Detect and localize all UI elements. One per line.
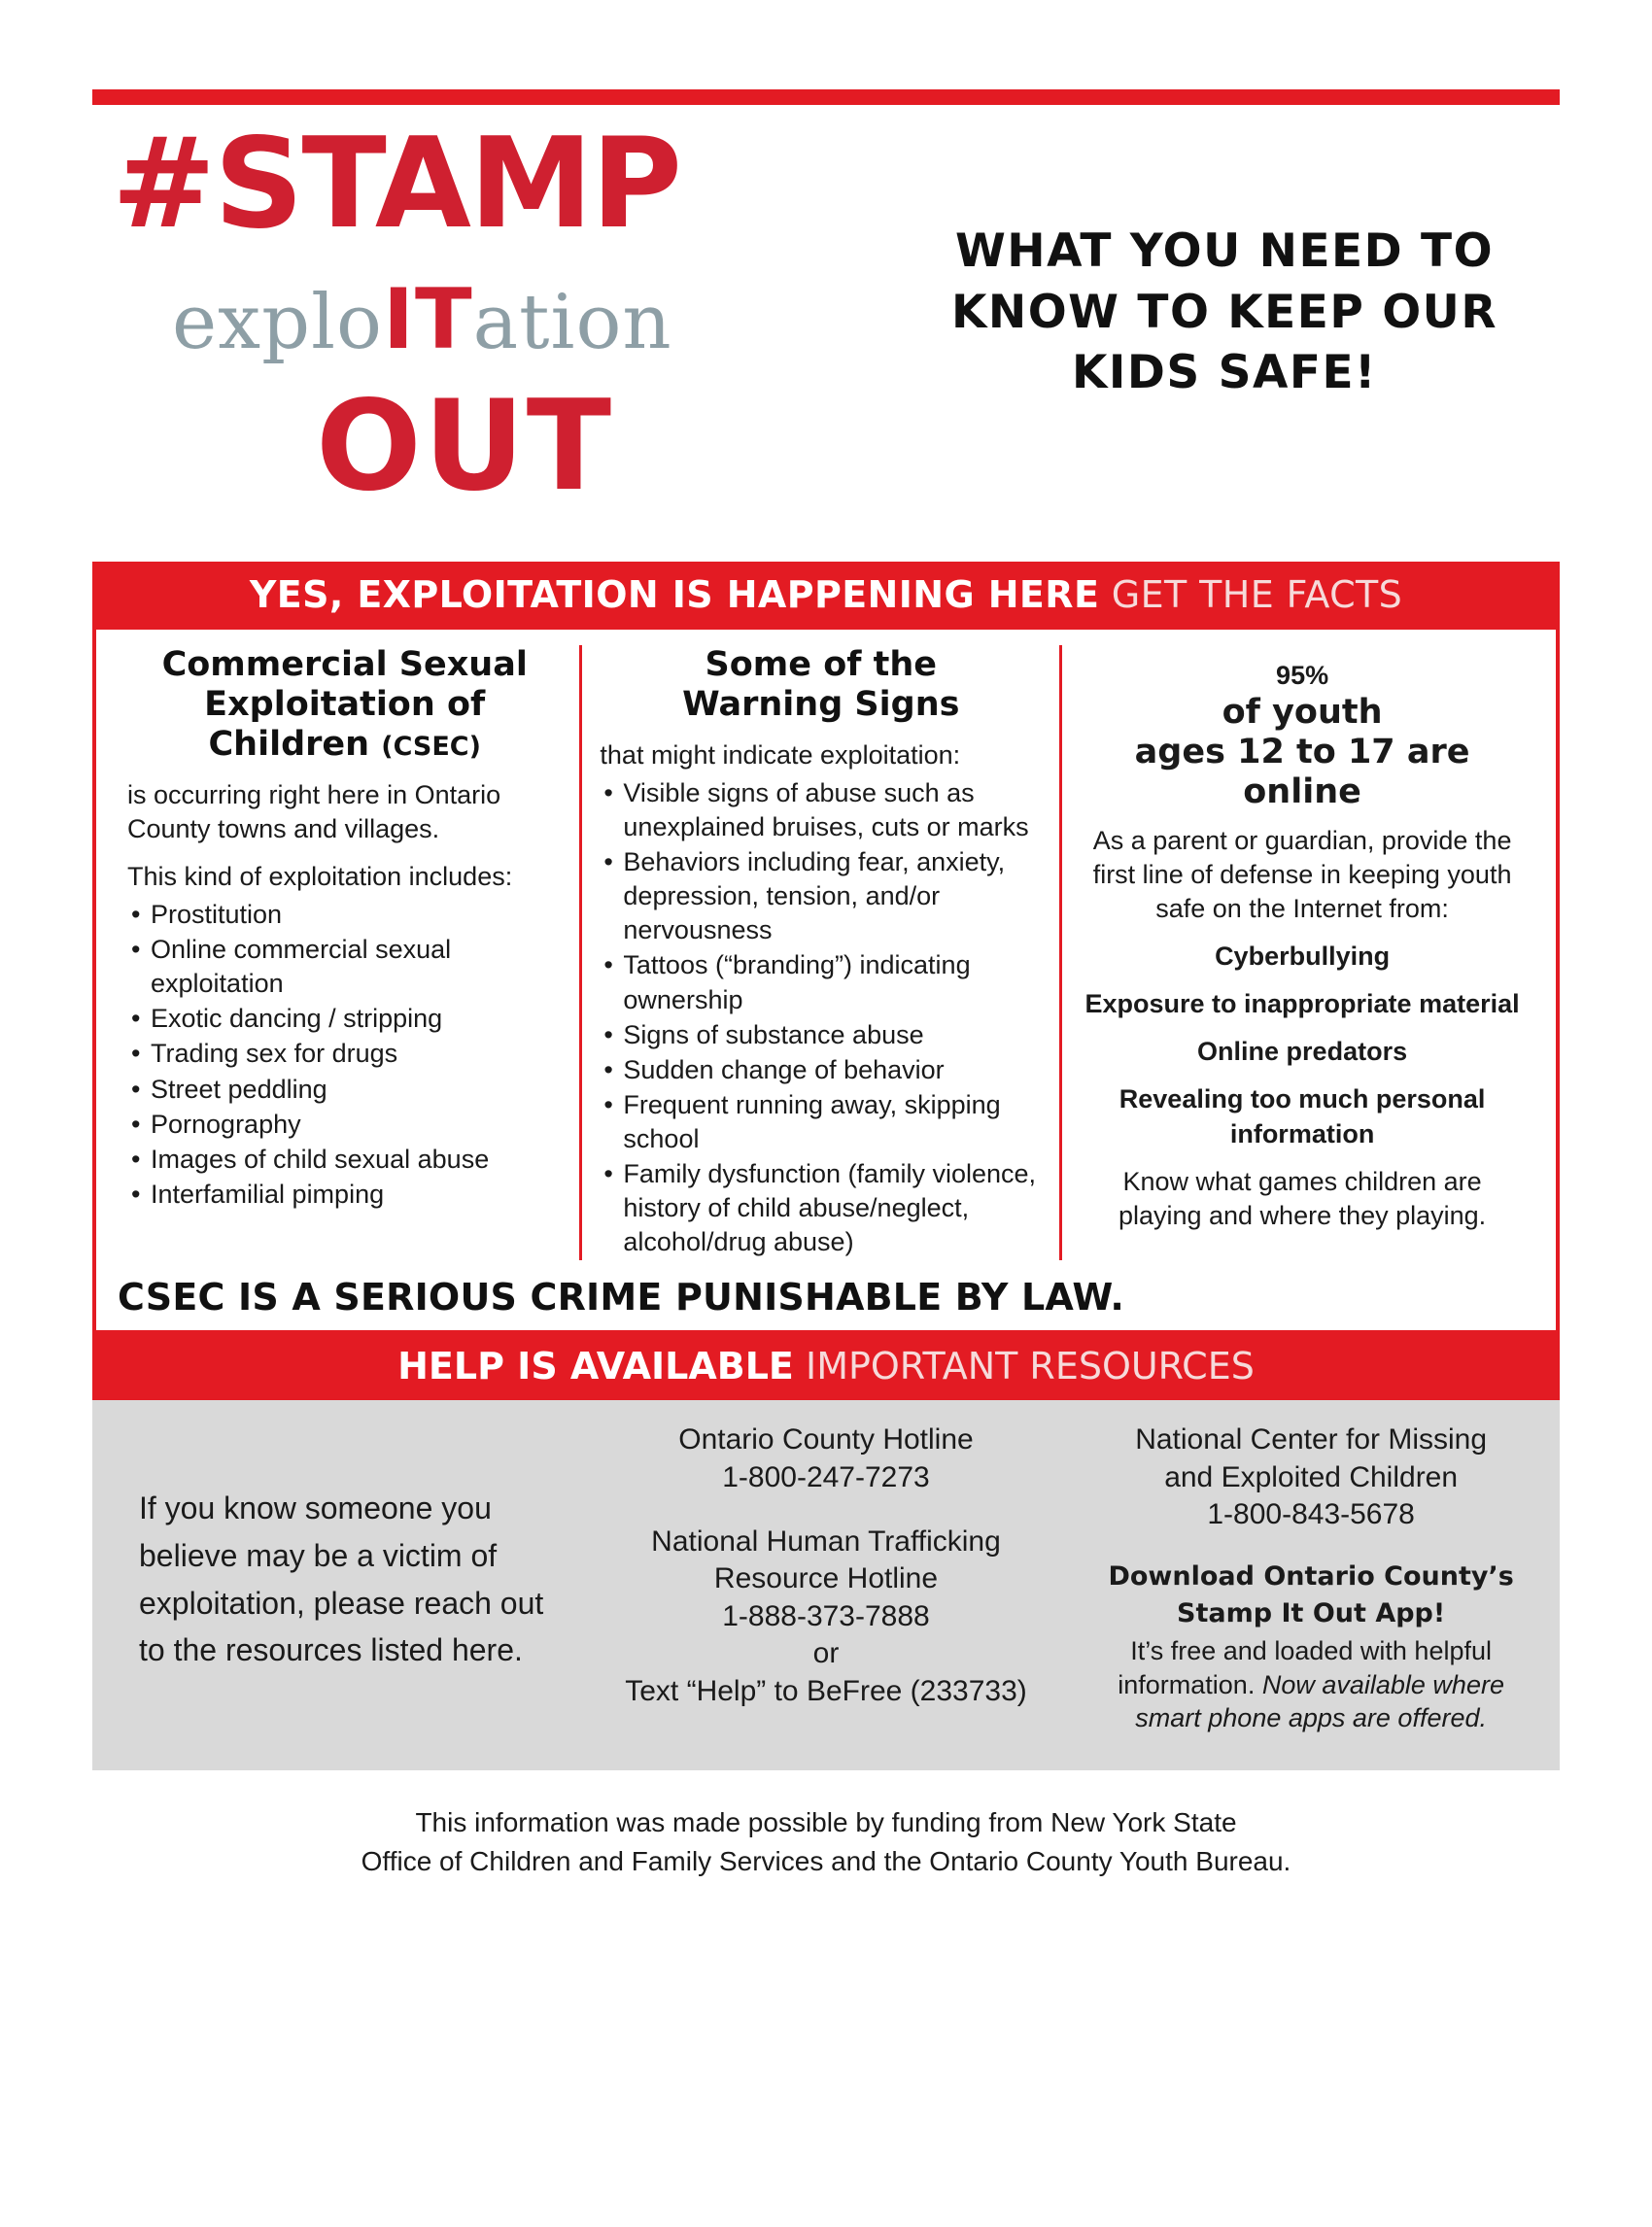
- warning-title: [600, 645, 1042, 725]
- csec-intro: is occurring right here in Ontario County towns and villages.: [127, 779, 501, 843]
- online-stat-subtitle: [1080, 693, 1525, 812]
- online-risk: Online predators: [1197, 1037, 1408, 1067]
- list-item: • Behaviors including fear, anxiety, depression, tension, and/or nervousness: [600, 845, 1042, 947]
- hotline-or: or: [812, 1637, 840, 1670]
- resources-band-light: IMPORTANT RESOURCES: [805, 1345, 1255, 1388]
- list-item: • Street peddling: [127, 1073, 562, 1107]
- facts-columns: [96, 630, 1556, 1260]
- list-item: • Visible signs of abuse such as unexplained bruises, cuts or marks: [600, 776, 1042, 844]
- page-headline: WHAT YOU NEED TO KNOW TO KEEP OUR KIDS SAFE!: [950, 224, 1498, 399]
- column-csec: [110, 645, 582, 1260]
- hotline-phone[interactable]: 1-888-373-7888: [722, 1599, 930, 1632]
- warning-title-line1: Some of the: [705, 645, 938, 684]
- list-item: • Tattoos (“branding”) indicating ownership: [600, 948, 1042, 1016]
- resources-band: [92, 1334, 1560, 1400]
- resources-intro-column: [102, 1422, 580, 1737]
- footer-line2: Office of Children and Family Services and the Ontario County Youth Bureau.: [361, 1845, 1291, 1876]
- list-item: • Trading sex for drugs: [127, 1037, 562, 1071]
- facts-band: [96, 562, 1556, 630]
- logo-explo-post: ation: [472, 279, 672, 366]
- list-item: • Sudden change of behavior: [600, 1053, 1042, 1087]
- csec-title-abbrev: (CSEC): [381, 731, 481, 762]
- poster-page: [0, 89, 1652, 2227]
- online-stat-sub-line2: ages 12 to 17 are: [1134, 733, 1470, 772]
- ncmec-entry: [1087, 1422, 1534, 1533]
- online-risk: Exposure to inappropriate material: [1084, 989, 1520, 1019]
- logo-line-exploitation: [172, 271, 672, 368]
- hotline-entry: [596, 1422, 1057, 1496]
- logo-line-out: OUT: [316, 374, 614, 519]
- online-risk: Revealing too much personal information: [1119, 1084, 1486, 1148]
- csec-includes-lead: This kind of exploitation includes:: [127, 862, 513, 891]
- csec-title: [127, 645, 562, 765]
- online-closing: Know what games children are playing and where they playing.: [1118, 1166, 1487, 1230]
- list-item: • Online commercial sexual exploitation: [127, 933, 562, 1001]
- facts-panel: [92, 562, 1560, 1334]
- facts-band-light: GET THE FACTS: [1111, 573, 1403, 616]
- csec-title-line2: Exploitation of: [204, 684, 486, 724]
- online-lede: As a parent or guardian, provide the first line of defense in keeping youth safe on the Internet from:: [1092, 825, 1512, 924]
- app-promo-text-italic: Now available where smart phone apps are offered.: [1135, 1669, 1504, 1732]
- resources-band-strong: HELP IS AVAILABLE: [397, 1345, 794, 1388]
- app-promo-title-line2: Stamp It Out App!: [1177, 1598, 1446, 1629]
- online-risk: Cyberbullying: [1215, 942, 1391, 972]
- online-stat: 95%: [1276, 661, 1329, 690]
- stamp-it-out-logo: [112, 112, 879, 540]
- hotline-phone[interactable]: 1-800-247-7273: [722, 1460, 930, 1493]
- logo-explo-it: IT: [383, 271, 473, 368]
- list-item: • Family dysfunction (family violence, history of child abuse/neglect, alcohol/drug abuse): [600, 1157, 1042, 1259]
- app-promo-text: It’s free and loaded with helpful information.: [1118, 1636, 1492, 1699]
- list-item: • Pornography: [127, 1108, 562, 1142]
- app-promo: [1087, 1560, 1534, 1733]
- csec-title-line1: Commercial Sexual: [161, 645, 528, 684]
- csec-list: [127, 898, 562, 1212]
- csec-title-line3: Children: [208, 724, 370, 764]
- app-promo-title-line1: Download Ontario County’s: [1108, 1561, 1514, 1593]
- warning-list: [600, 776, 1042, 1259]
- hotline-text-option: Text “Help” to BeFree (233733): [625, 1674, 1027, 1707]
- warning-lead: that might indicate exploitation:: [600, 739, 961, 770]
- resources-hotlines-column: [580, 1422, 1073, 1737]
- list-item: • Images of child sexual abuse: [127, 1143, 562, 1177]
- ncmec-name-line1: National Center for Missing: [1135, 1423, 1488, 1456]
- facts-band-strong: YES, EXPLOITATION IS HAPPENING HERE: [249, 573, 1100, 616]
- resources-intro: If you know someone you believe may be a victim of exploitation, please reach out to the resources listed here.: [139, 1490, 544, 1668]
- resources-panel: [92, 1400, 1560, 1770]
- logo-explo-pre: explo: [172, 279, 383, 366]
- top-red-rule: [92, 89, 1560, 105]
- ncmec-name-line2: and Exploited Children: [1164, 1460, 1459, 1493]
- column-warning-signs: [582, 645, 1062, 1260]
- column-online-safety: [1062, 645, 1542, 1260]
- logo-line-stamp: #STAMP: [112, 112, 681, 257]
- list-item: • Signs of substance abuse: [600, 1018, 1042, 1052]
- list-item: • Exotic dancing / stripping: [127, 1002, 562, 1036]
- masthead: [92, 105, 1560, 562]
- resources-national-column: [1072, 1422, 1550, 1737]
- ncmec-phone[interactable]: 1-800-843-5678: [1207, 1498, 1415, 1531]
- hotline-entry: [596, 1524, 1057, 1710]
- crime-notice: CSEC IS A SERIOUS CRIME PUNISHABLE BY LAW.: [118, 1276, 1124, 1319]
- warning-title-line2: Warning Signs: [682, 684, 960, 724]
- footer-note: [92, 1803, 1560, 1881]
- list-item: • Interfamilial pimping: [127, 1178, 562, 1212]
- hotline-name: Ontario County Hotline: [678, 1423, 974, 1456]
- list-item: • Prostitution: [127, 898, 562, 932]
- hotline-name: National Human Trafficking Resource Hotline: [651, 1525, 1001, 1595]
- online-stat-sub-line3: online: [1243, 771, 1361, 811]
- online-stat-sub-line1: of youth: [1222, 693, 1383, 733]
- list-item: • Frequent running away, skipping school: [600, 1088, 1042, 1156]
- footer-line1: This information was made possible by funding from New York State: [415, 1807, 1237, 1838]
